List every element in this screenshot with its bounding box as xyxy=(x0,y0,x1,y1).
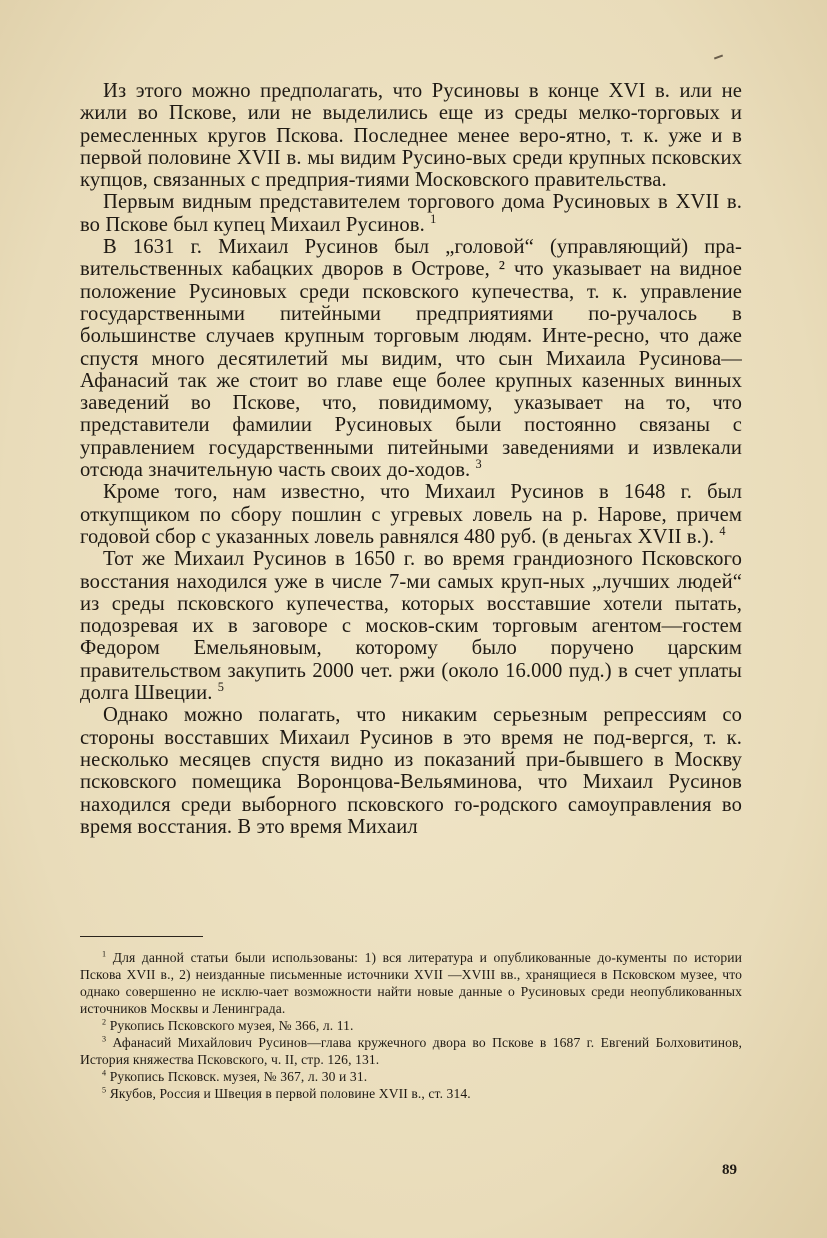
footnote-3 xyxy=(80,1034,742,1068)
footnote-text: Якубов, Россия и Швеция в первой половине XVII в., ст. 314. xyxy=(109,1086,471,1101)
body-paragraph-4 xyxy=(80,481,742,548)
footnote-2 xyxy=(80,1017,742,1034)
main-text xyxy=(80,80,742,838)
footnote-ref: 1 xyxy=(430,211,437,226)
paragraph-text: Из этого можно предполагать, что Русиновы в конце XVI в. или не жили во Пскове, или не выделились еще из среды мелко-торговых и ремесленных кругов Пскова. Последнее менее веро-ятно, т. к. уже и в первой половине XVII в. мы видим Русино-вых среди крупных псковских купцов, связанных с предприя-тиями Московского правительства. xyxy=(80,80,742,192)
footnote-ref: 3 xyxy=(475,457,482,472)
paragraph-text: В 1631 г. Михаил Русинов был „головой“ (управляющий) пра-вительственных кабацких дворов в Острове, ² что указывает на видное положение Русиновых среди псковского купечества, т. к. управление государственными питейными предприятиями по-ручалось в большинстве случаев крупным торговым людям. Инте-ресно, что даже спустя много десятилетий мы видим, что сын Михаила Русинова—Афанасий так же стоит во главе еще более крупных казенных винных заведений во Пскове, что, повидимому, указывает на то, что представители фамилии Русиновых были постоянно связаны с управлением государственными питейными заведениями и извлекали отсюда значительную часть своих до-ходов. xyxy=(80,236,742,482)
paragraph-text: Кроме того, нам известно, что Михаил Русинов в 1648 г. был откупщиком по сбору пошлин с угревых ловель на р. Нарове, причем годовой сбор с указанных ловель равнялся 480 руб. (в деньгах XVII в.). xyxy=(80,481,742,548)
footnote-mark: 4 xyxy=(102,1068,107,1078)
body-paragraph-2 xyxy=(80,191,742,236)
footnote-text: Для данной статьи были использованы: 1) вся литература и опубликованные до-кументы по истории Пскова XVII в., 2) неизданные письменные источники XVII —XVIII вв., хранящиеся в Псковском музее, что однако совершенно не исклю-чает возможности найти новые данные о Русиновых среди неопубликованных источников Москвы и Ленинграда. xyxy=(80,950,742,1016)
footnote-mark: 2 xyxy=(102,1017,107,1027)
footnote-5 xyxy=(80,1085,742,1102)
body-paragraph-5 xyxy=(80,548,742,704)
footnote-1 xyxy=(80,949,742,1017)
footnotes xyxy=(80,949,742,1102)
footnote-text: Рукопись Псковск. музея, № 367, л. 30 и 31. xyxy=(109,1069,368,1084)
footnote-separator xyxy=(80,936,203,937)
footnote-mark: 5 xyxy=(102,1085,107,1095)
body-paragraph-3 xyxy=(80,236,742,481)
body-paragraph-6 xyxy=(80,704,742,838)
footnote-4 xyxy=(80,1068,742,1085)
body-paragraph-1 xyxy=(80,80,742,191)
footnote-mark: 3 xyxy=(102,1034,107,1044)
page-number: 89 xyxy=(722,1162,737,1178)
footnote-text: Афанасий Михайлович Русинов—глава кружечного двора во Пскове в 1687 г. Евгений Болховитинов, История княжества Псковского, ч. II, стр. 126, 131. xyxy=(80,1035,742,1067)
footnote-ref: 4 xyxy=(719,524,726,539)
paragraph-text: Однако можно полагать, что никаким серьезным репрессиям со стороны восставших Михаил Русинов в это время не под-вергся, т. к. несколько месяцев спустя видно из показаний при-бывшего в Москву псковского помещика Воронцова-Вельяминова, что Михаил Русинов находился среди выборного псковского го-родского самоуправления во время восстания. В это время Михаил xyxy=(80,704,742,838)
paragraph-text: Тот же Михаил Русинов в 1650 г. во время грандиозного Псковского восстания находился уже в числе 7-ми самых круп-ных „лучших людей“ из среды псковского купечества, которых восставшие хотели пытать, подозревая их в заговоре с москов-ским торговым агентом—гостем Федором Емельяновым, которому было поручено царским правительством закупить 2000 чет. ржи (около 16.000 пуд.) в счет уплаты долга Швеции. xyxy=(80,548,742,705)
paper-speck xyxy=(714,55,723,60)
paragraph-text: Первым видным представителем торгового дома Русиновых в XVII в. во Пскове был купец Михаил Русинов. xyxy=(80,191,742,236)
footnote-mark: 1 xyxy=(102,949,107,959)
footnote-ref: 5 xyxy=(217,680,225,695)
footnote-text: Рукопись Псковского музея, № 366, л. 11. xyxy=(109,1018,354,1033)
